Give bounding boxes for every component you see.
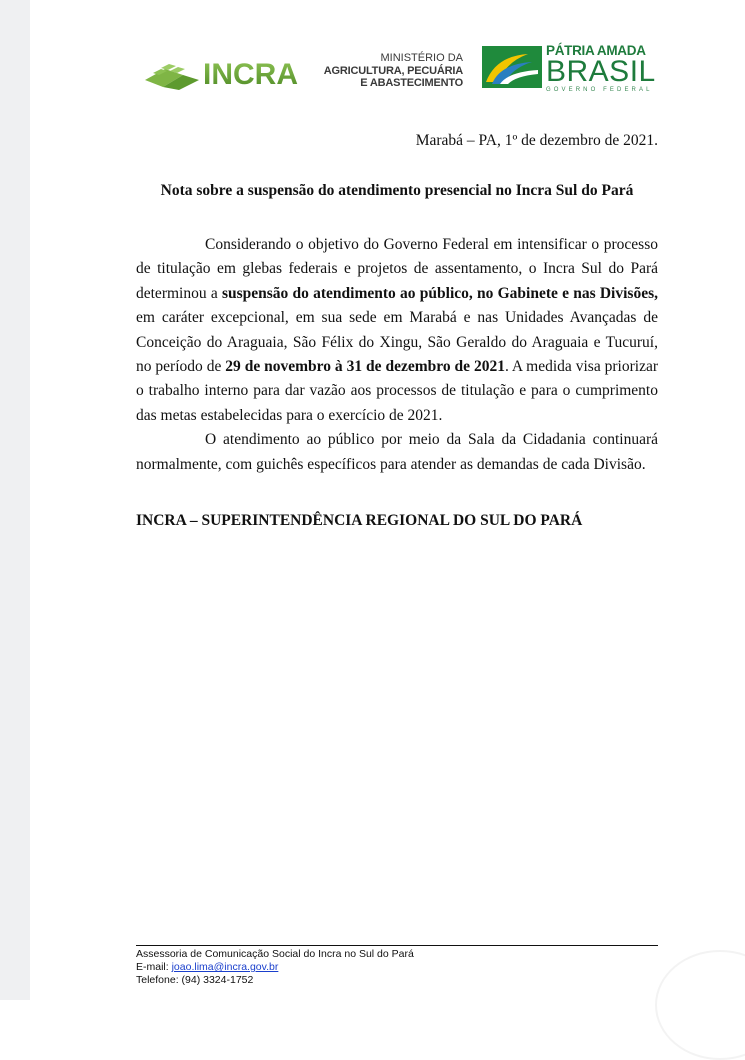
footer-phone: Telefone: (94) 3324-1752 (136, 974, 254, 986)
ministry-line-2: AGRICULTURA, PECUÁRIA (323, 64, 463, 77)
ministry-line-3: E ABASTECIMENTO (360, 77, 463, 89)
gov-subtitle: GOVERNO FEDERAL (546, 87, 653, 93)
footer-email-line (136, 961, 414, 974)
date-line: Marabá – PA, 1º de dezembro de 2021. (415, 132, 658, 149)
paragraph-1 (136, 233, 658, 428)
gov-tagline: PÁTRIA AMADA (546, 43, 646, 58)
incra-logo (143, 56, 298, 94)
footer-email-label: E-mail: (136, 961, 172, 973)
document-page (30, 0, 745, 1000)
gov-country: BRASIL (546, 55, 656, 88)
footer-department: Assessoria de Comunicação Social do Incra no Sul do Pará (136, 948, 414, 960)
paragraph-2: O atendimento ao público por meio da Sala da Cidadania continuará normalmente, com guichês específicos para atender as demandas de cada Divisão. (136, 431, 658, 473)
paragraph-1-text-a: Considerando o objetivo do Governo Federal em intensificar o processo de titulação em glebas federais e projetos de assentamento, o Incra Sul do Pará determinou a (136, 236, 658, 302)
ministry-logo (320, 52, 463, 90)
gov-federal-logo (546, 44, 656, 94)
paragraph-1-bold-a: suspensão do atendimento ao público, no Gabinete e nas Divisões, (221, 284, 658, 302)
viewer-left-margin (0, 0, 30, 1000)
paragraph-1-bold-b: 29 de novembro à 31 de dezembro de 2021 (225, 358, 505, 376)
footer-email-link[interactable]: joao.lima@incra.gov.br (171, 961, 279, 973)
incra-land-parcels-icon (143, 60, 201, 90)
incra-logo-text: INCRA (203, 58, 298, 91)
signature: INCRA – SUPERINTENDÊNCIA REGIONAL DO SUL DO PARÁ (136, 512, 583, 529)
footer (136, 948, 414, 987)
paragraph-1-text-b: em caráter excepcional, em sua sede em Marabá e nas Unidades Avançadas de Conceição do Araguaia, São Félix do Xingu, São Geraldo do Araguaia e Tucuruí, no período de (136, 309, 658, 376)
footer-divider (136, 945, 658, 946)
document-title: Nota sobre a suspensão do atendimento presencial no Incra Sul do Pará (160, 182, 634, 199)
ministry-line-1: MINISTÉRIO DA (380, 52, 463, 64)
brazil-flag-icon (482, 46, 542, 88)
document-body (136, 233, 658, 477)
paragraph-1-text-c: . A medida visa priorizar o trabalho interno para dar vazão aos processos de titulação e para o cumprimento das metas estabelecidas para o exercício de 2021. (136, 358, 658, 424)
